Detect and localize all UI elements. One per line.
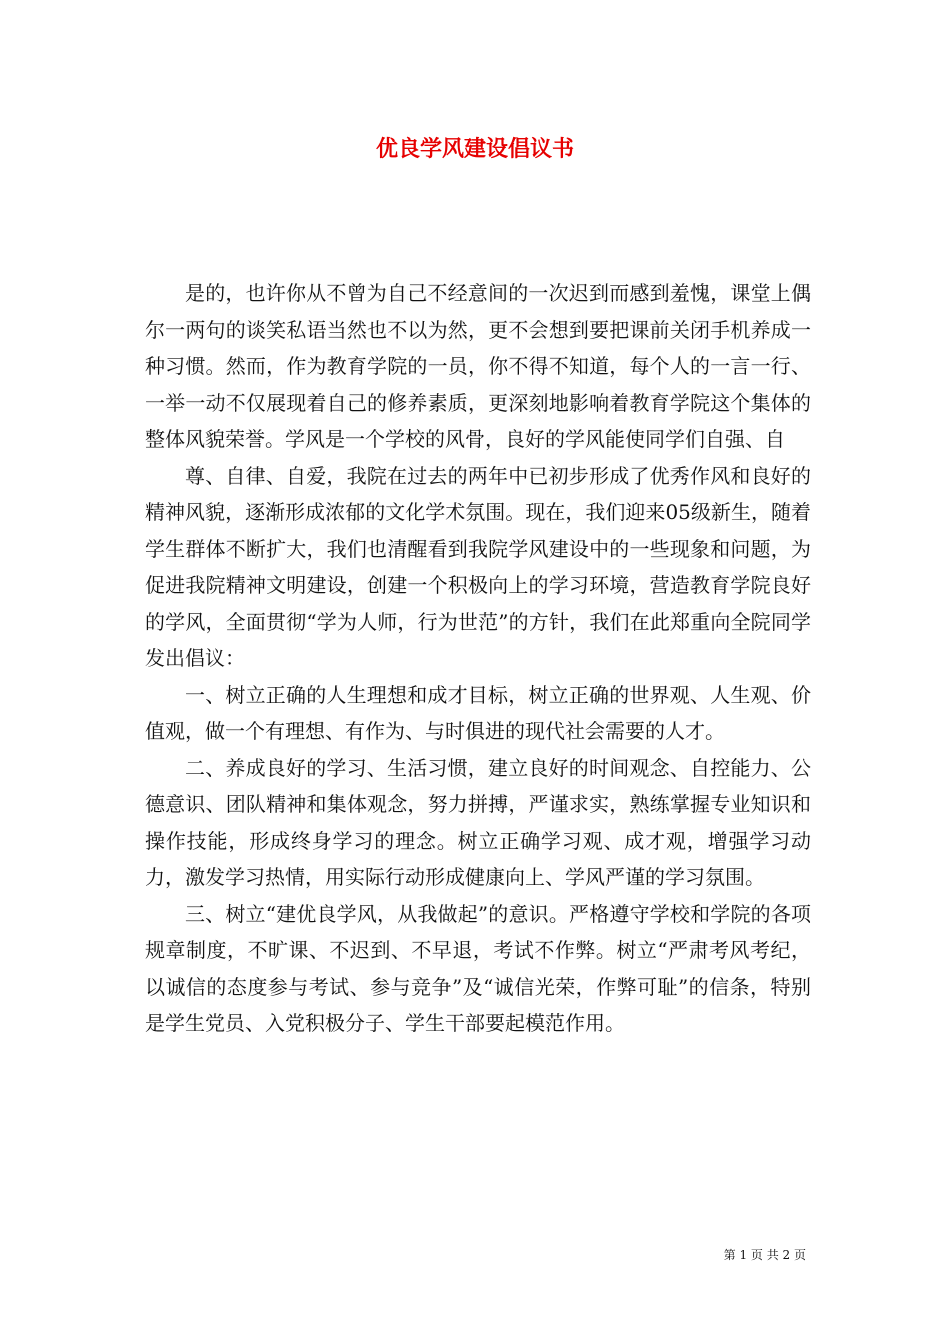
paragraph-point-two: 二、养成良好的学习、生活习惯，建立良好的时间观念、自控能力、公德意识、团队精神和集体观念，努力拼搏，严谨求实，熟练掌握专业知识和操作技能，形成终身学习的理念。树立正确学习观、成才观，增强学习动力，激发学习热情，用实际行动形成健康向上、学风严谨的学习氛围。	[145, 755, 811, 889]
paragraph-context: 尊、自律、自爱，我院在过去的两年中已初步形成了优秀作风和良好的精神风貌，逐渐形成浓郁的文化学术氛围。现在，我们迎来05级新生，随着学生群体不断扩大，我们也清醒看到我院学风建设中的一些现象和问题，为促进我院精神文明建设，创建一个积极向上的学习环境，营造教育学院良好的学风，全面贯彻“学为人师，行为世范”的方针，我们在此郑重向全院同学发出倡议：	[145, 463, 811, 670]
paragraph-point-one: 一、树立正确的人生理想和成才目标，树立正确的世界观、人生观、价值观，做一个有理想、有作为、与时俱进的现代社会需要的人才。	[145, 682, 811, 743]
document-body	[145, 275, 811, 1042]
document-title: 优良学风建设倡议书	[375, 136, 574, 162]
paragraph-point-three: 三、树立“建优良学风，从我做起”的意识。严格遵守学校和学院的各项规章制度，不旷课、不迟到、不早退，考试不作弊。树立“严肃考风考纪，以诚信的态度参与考试、参与竞争”及“诚信光荣，作弊可耻”的信条，特别是学生党员、入党积极分子、学生干部要起模范作用。	[145, 901, 811, 1035]
page-number: 第 1 页 共 2 页	[723, 1248, 806, 1262]
paragraph-intro: 是的，也许你从不曾为自己不经意间的一次迟到而感到羞愧，课堂上偶尔一两句的谈笑私语当然也不以为然，更不会想到要把课前关闭手机养成一种习惯。然而，作为教育学院的一员，你不得不知道，每个人的一言一行、一举一动不仅展现着自己的修养素质，更深刻地影响着教育学院这个集体的整体风貌荣誉。学风是一个学校的风骨，良好的学风能使同学们自强、自	[145, 281, 811, 451]
